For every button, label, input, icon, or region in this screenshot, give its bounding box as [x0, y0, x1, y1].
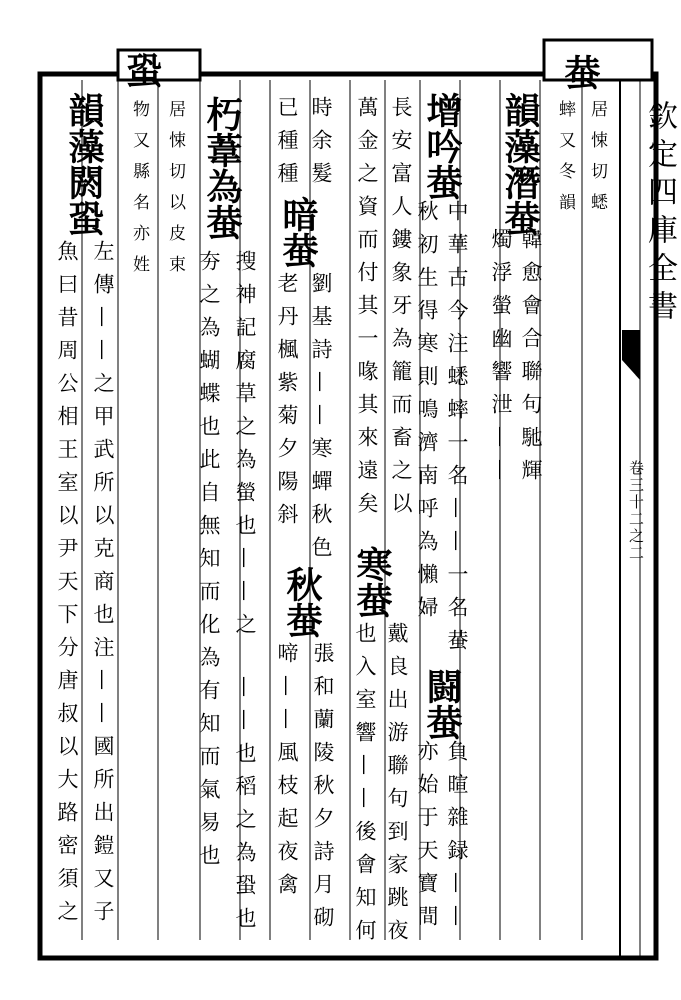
entry-head-xiuwei-gong: 朽葦為蛬 [201, 96, 243, 240]
entry-head-qiong: 蛩 [121, 52, 163, 88]
entry-text: 時余髮 [309, 96, 333, 195]
entry-text: 魚曰昔周公相王室以尹天下分唐叔以大路密須之 [55, 240, 79, 933]
entry-text: 負暄雜録—— [445, 740, 469, 938]
entry-head-yunzao-que-qiong: 韻藻閼蛩 [63, 92, 105, 236]
entry-text: 燭浮螢幽響泄—— [489, 228, 513, 492]
entry-text: 戴良出游聯句到家跳夜 [385, 622, 409, 952]
entry-text: 已種種 [275, 96, 299, 195]
entry-text: 張和蘭陵秋夕詩月砌 [311, 642, 335, 939]
margin-book-title: 欽定四庫全書 [642, 100, 677, 328]
entry-text: 啼——風枝起夜禽 [275, 642, 299, 906]
entry-text: 也入室響——後會知何 [353, 622, 377, 952]
entry-head-yunzao-qiangong: 韻藻潛蛬 [499, 92, 541, 236]
entry-head-dou-gong: 闘蛬 [421, 668, 463, 740]
entry-text: 劉基詩——寒蟬秋色 [309, 272, 333, 569]
entry-text: 老丹楓紫菊夕陽斜 [275, 272, 299, 536]
entry-text: 左傳——之甲武所以克商也注——國所出鎧又子 [91, 240, 115, 933]
margin-volume-label: 卷三十二之二 [627, 460, 645, 562]
entry-text: 長安富人鏤象牙為籠而畜之以 [389, 96, 413, 525]
entry-text: 夯之為蝴蝶也此自無知而化為有知而氣易也 [197, 250, 221, 877]
entry-head-an-gong: 暗蛬 [277, 196, 319, 268]
gloss-line-2: 蟀又冬韻 [555, 100, 575, 224]
entry-head-han-gong: 寒蛬 [351, 546, 393, 618]
entry-text: 中華古今注蟋蟀一名——一名蛬 [445, 200, 469, 662]
gloss-line-2: 物又縣名亦姓 [129, 100, 149, 286]
entry-text: 搜神記腐草之為螢也——之 [233, 250, 257, 646]
entry-text: 萬金之資而付其一喙其來遠矣 [355, 96, 379, 525]
entry-text: 韓愈會合聯句馳輝 [519, 228, 543, 492]
entry-text: 亦始于天寶間 [415, 740, 439, 938]
gloss-line-1: 居悚切以皮束 [165, 100, 185, 286]
entry-head-gong: 蛬 [559, 54, 601, 90]
entry-head-zengyin-gong: 增吟蛬 [421, 92, 463, 200]
entry-text: 秋初生得寒則鳴濟南呼為懶婦 [415, 200, 439, 629]
entry-head-qiu-gong: 秋蛬 [281, 566, 323, 638]
gloss-line-1: 居悚切蟋 [587, 100, 607, 224]
entry-text: ——也稻之為蛩也 [233, 676, 257, 940]
